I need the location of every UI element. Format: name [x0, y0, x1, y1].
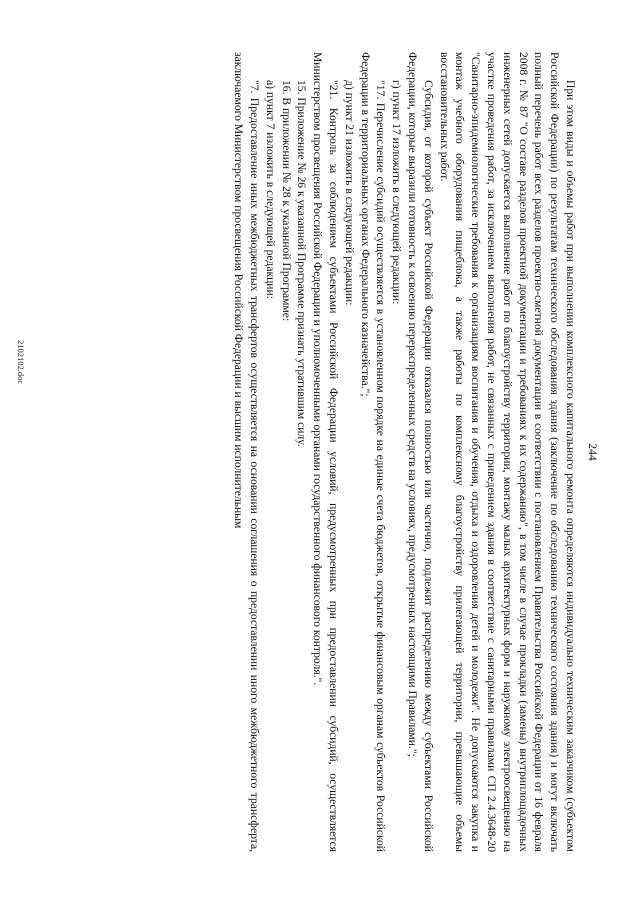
paragraph-8: 16. В приложении № 28 к указанной Программе: [279, 80, 293, 322]
paragraph-7: 15. Приложение № 26 к указанной Программе признать утратившим силу. [295, 80, 309, 447]
paragraph-9: а) пункт 7 изложить в следующей редакции: [263, 80, 277, 299]
document-body [230, 52, 578, 852]
paragraph-6: "21. Контроль за соблюдением субъектами Российской Федерации условий, предусмотренных при предоставлении субсидий, осуществляется Министерством просвещения Российской Федерации и уполномоченными органами государственного финансового контроля.". [311, 52, 341, 852]
paragraph-4: "17. Перечисление субсидий осуществляется в установленном порядке на единые счета бюджетов, открытые финансовым органам субъектов Российской Федерации в территориальных органах Федерального казначейства."; [358, 52, 388, 852]
footer-file-code: 2102102.doc [16, 340, 26, 385]
paragraph-2: Субсидия, от которой субъект Российской Федерации отказался полностью или частично, подлежит распределению между субъектами Российской Федерации, которые выразили готовность к освоению перераспределенных средств на условиях, предусмотренных настоящими Правилами."; [406, 52, 435, 852]
rotated-content [40, 52, 600, 852]
paragraph-5: д) пункт 21 изложить в следующей редакции: [342, 80, 356, 306]
page-number: 244 [586, 443, 599, 461]
paragraph-3: г) пункт 17 изложить в следующей редакции: [390, 80, 404, 305]
paragraph-10: "7. Предоставление иных межбюджетных трансфертов осуществляется на основании соглашения о предоставлении иного межбюджетного трансферта, заключаемого Министерством просвещения Российской Федерации и высшим исполнительным [232, 52, 262, 852]
paragraph-1: При этом виды и объемы работ при выполнении комплексного капитального ремонта определяются индивидуально техническим заказчиком (субъектом Российской Федерации) по результатам технического обследования здания (заключение по обследованию технического состояния здания) и могут включать полный перечень работ всех разделов проектно-сметной документации в соответствии с постановлением Правительства Российской Федерации от 16 февраля 2008 г. № 87 "О составе разделов проектной документации и требованиях к их содержанию", в том числе в случае прокладки (замены) внутриплощадочных инженерных сетей допускается выполнение работ по благоустройству территории, монтажу малых архитектурных форм и наружному электроосвещению на участке проведения работ, за исключением выполнения работ, не связанных с приведением здания в соответствие с санитарными правилами СП 2.4.3648-20 "Санитарно-эпидемиологические требования к организациям воспитания и обучения, отдыха и оздоровления детей и молодежи". Не допускаются закупка и монтаж учебного оборудования пищеблока, а также работы по комплексному благоустройству прилегающей территории, превышающие объемы восстановительных работ. [437, 52, 577, 852]
